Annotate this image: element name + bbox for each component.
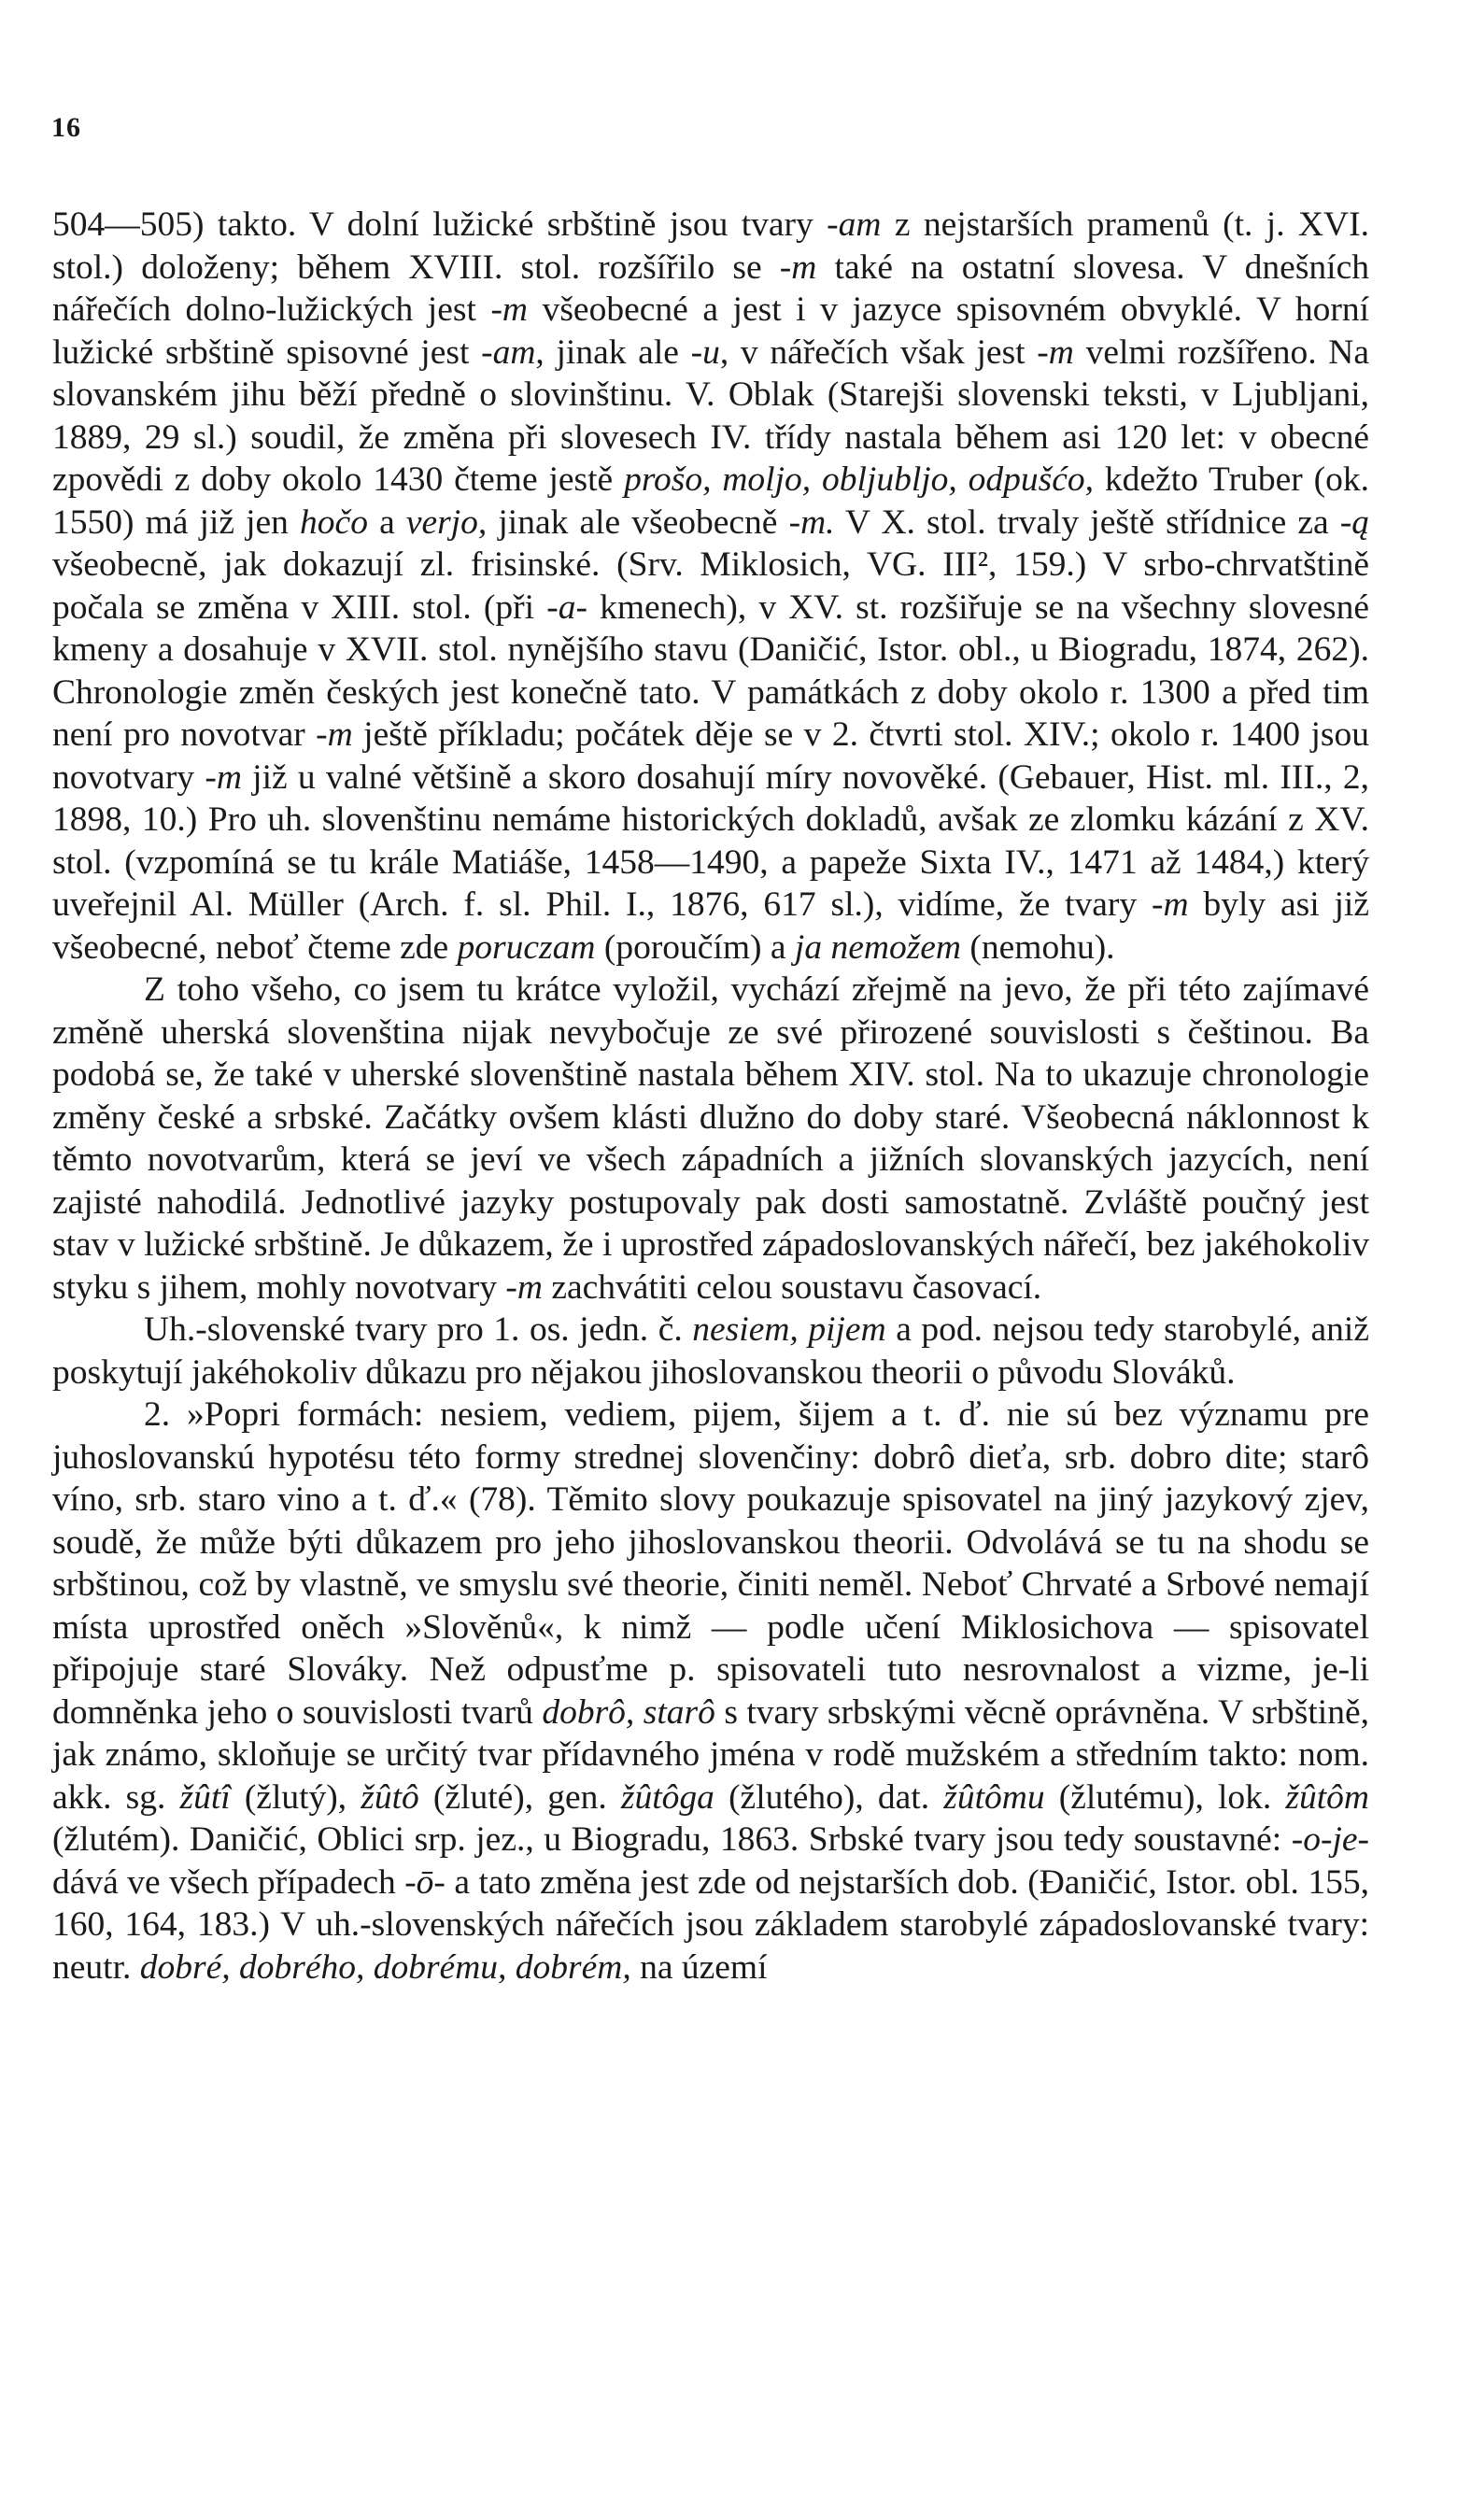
text-run: již u valné většině a skoro dosahují míry novověké. (Gebauer, Hist. ml. III., 2, 1898, 10.) Pro uh. slovenštinu nemáme historických dokladů, avšak ze zlomku kázání z XV. stol. (vzpomíná se tu krále Matiáše, 1458—1490, a papeže Sixta IV., 1471 až 1484,) který uveřejnil Al. Müller (Arch. f. sl. Phil. I., 1876, 617 sl.), vidíme, že tvary	[52, 757, 1369, 924]
italic-term: -m	[505, 1267, 543, 1307]
body-text	[52, 204, 1369, 1989]
italic-term: -am	[481, 333, 536, 372]
text-run: a tato změna jest zde od nejstarších dob. (Đaničić, Istor. obl. 155, 160, 164, 183.) V uh.-slovenských nářečích jsou základem starobylé západoslovanské tvary: neutr.	[52, 1862, 1369, 1987]
text-run: jinak ale všeobecně	[487, 503, 789, 542]
text-run: (žluté), gen.	[418, 1777, 621, 1817]
text-run: 504—505) takto. V dolní lužické srbštině jsou tvary	[52, 205, 828, 244]
paragraph	[52, 969, 1369, 1309]
text-run: Z toho všeho, co jsem tu krátce vyložil, vychází zřejmě na jevo, že při této zajímavé změně uherská slovenština nijak nevybočuje ze své přirozené souvislosti s češtinou. Ba podobá se, že také v uherské slovenštině nastala během XIV. stol. Na to ukazuje chronologie změny české a srbské. Začátky ovšem klásti dlužno do doby staré. Všeobecná náklonnost k těmto novotvarům, která se jeví ve všech západních a jižních slovanských jazycích, není zajisté nahodilá. Jednotlivé jazyky postupovaly pak dosti samostatně. Zvláště poučný jest stav v lužické srbštině. Je důkazem, že i uprostřed západoslovanských nářečí, bez jakéhokoliv styku s jihem, mohly novotvary	[52, 970, 1369, 1307]
italic-term: -a-	[546, 588, 587, 627]
text-run: (žlutém). Daničić, Oblici srp. jez., u Biogradu, 1863. Srbské tvary jsou tedy soustavné:	[52, 1820, 1292, 1859]
page-number: 16	[51, 112, 81, 143]
text-run: kdežto Truber (ok. 1550) má již jen	[52, 460, 1369, 542]
italic-term: -m	[1037, 333, 1074, 372]
text-run: byly asi již všeobecné, neboť čteme zde	[52, 885, 1369, 967]
italic-term: nesiem, pijem	[692, 1310, 886, 1349]
text-run: , v nářečích však jest	[719, 333, 1038, 372]
italic-term: -u	[690, 333, 720, 372]
text-run: a pod. nejsou tedy starobylé, aniž poskytují jakéhokoliv důkazu pro nějakou jihoslovanskou theorii o původu Slováků.	[52, 1310, 1369, 1392]
text-run: 2. »Popri formách: nesiem, vediem, pijem, šijem a t. ď. nie sú bez významu pre juhoslovanskú hypotésu této formy strednej slovenčiny: dobrô dieťa, srb. dobro dite; starô víno, srb. staro vino a t. ď.« (78). Těmito slovy poukazuje spisovatel na jiný jazykový zjev, soudě, že může býti důkazem pro jeho jihoslovanskou theorii. Odvolává se tu na shodu se srbštinou, což by vlastně, ve smyslu své theorie, činiti neměl. Neboť Chrvaté a Srbové nemají místa uprostřed oněch »Slověnů«, k nimž — podle učení Miklosichova — spisovatel připojuje staré Slováky. Než odpusťme p. spisovateli tuto nesrovnalost a vizme, je-li domněnka jeho o souvislosti tvarů	[52, 1395, 1369, 1732]
text-run: (poroučím) a	[595, 927, 795, 967]
italic-term: -ō-	[404, 1862, 446, 1902]
italic-term: -o-je-	[1291, 1820, 1369, 1859]
text-run: všeobecné a jest i v jazyce spisovném obvyklé. V horní lužické srbštině spisovné jest	[52, 290, 1369, 372]
paragraph	[52, 1394, 1369, 1989]
text-run: a	[367, 503, 406, 542]
text-run: s tvary srbskými věcně oprávněna. V srbštině, jak známo, skloňuje se určitý tvar přídavného jména v rodě mužském a středním takto: nom. akk. sg.	[52, 1692, 1369, 1817]
text-run: (žlutý),	[230, 1777, 361, 1817]
italic-term: -am	[827, 205, 882, 244]
text-run: , jinak ale	[535, 333, 691, 372]
paragraph	[52, 204, 1369, 969]
text-run: (žlutého), dat.	[714, 1777, 944, 1817]
text-run: ještě příkladu; počátek děje se v 2. čtvrti stol. XIV.; okolo r. 1400 jsou novotvary	[52, 715, 1369, 797]
text-run: kmenech), v XV. st. rozšiřuje se na všechny slovesné kmeny a dosahuje v XVII. stol. nynějšího stavu (Daničić, Istor. obl., u Biogradu, 1874, 262). Chronologie změn českých jest konečně tato. V památkách z doby okolo r. 1300 a před tim není pro novotvar	[52, 588, 1369, 754]
italic-term: verjo,	[405, 503, 488, 542]
italic-term: dobré, dobrého, dobrému, dobrém,	[139, 1947, 631, 1987]
text-run: V X. stol. trvaly ještě střídnice za	[834, 503, 1340, 542]
text-run: velmi rozšířeno. Na slovanském jihu běží předně o slovinštinu. V. Oblak (Starejši slovenski teksti, v Ljubljani, 1889, 29 sl.) soudil, že změna při slovesech IV. třídy nastala během asi 120 let: v obecné zpovědi z doby okolo 1430 čteme jestě	[52, 333, 1369, 499]
italic-term: žûtô	[361, 1777, 419, 1817]
italic-term: -m	[779, 248, 817, 287]
paragraph	[52, 1309, 1369, 1394]
text-run: také na ostatní slovesa. V dnešních nářečích dolno-lužických jest	[52, 248, 1369, 329]
italic-term: -m.	[788, 503, 835, 542]
italic-term: -ą	[1339, 503, 1369, 542]
italic-term: -m	[490, 290, 529, 329]
italic-term: -m	[205, 757, 242, 797]
italic-term: žûtî	[179, 1777, 231, 1817]
text-run: Uh.-slovenské tvary pro 1. os. jedn. č.	[144, 1310, 693, 1349]
text-run: (nemohu).	[961, 927, 1115, 967]
italic-term: žûtôga	[620, 1777, 714, 1817]
italic-term: hočo	[300, 503, 368, 542]
text-run: dává ve všech případech	[52, 1862, 405, 1902]
italic-term: poruczam	[457, 927, 596, 967]
text-run: zachvátiti celou soustavu časovací.	[542, 1267, 1042, 1307]
italic-term: ja nemožem	[794, 927, 962, 967]
text-run: na území	[630, 1947, 768, 1987]
italic-term: -m	[1152, 885, 1189, 924]
italic-term: žûtômu	[943, 1777, 1045, 1817]
text-run: z nejstarších pramenů (t. j. XVI. stol.) doloženy; během XVIII. stol. rozšířilo se	[52, 205, 1369, 287]
text-run: (žlutému), lok.	[1044, 1777, 1286, 1817]
italic-term: dobrô, starô	[542, 1692, 715, 1732]
text-run: všeobecně, jak dokazují zl. frisinské. (Srv. Miklosich, VG. III², 159.) V srbo-chrvatštině počala se změna v XIII. stol. (při	[52, 545, 1369, 627]
italic-term: žûtôm	[1285, 1777, 1369, 1817]
italic-term: -m	[316, 715, 353, 754]
italic-term: prošo, moljo, obljubljo, odpušćo,	[624, 460, 1095, 499]
